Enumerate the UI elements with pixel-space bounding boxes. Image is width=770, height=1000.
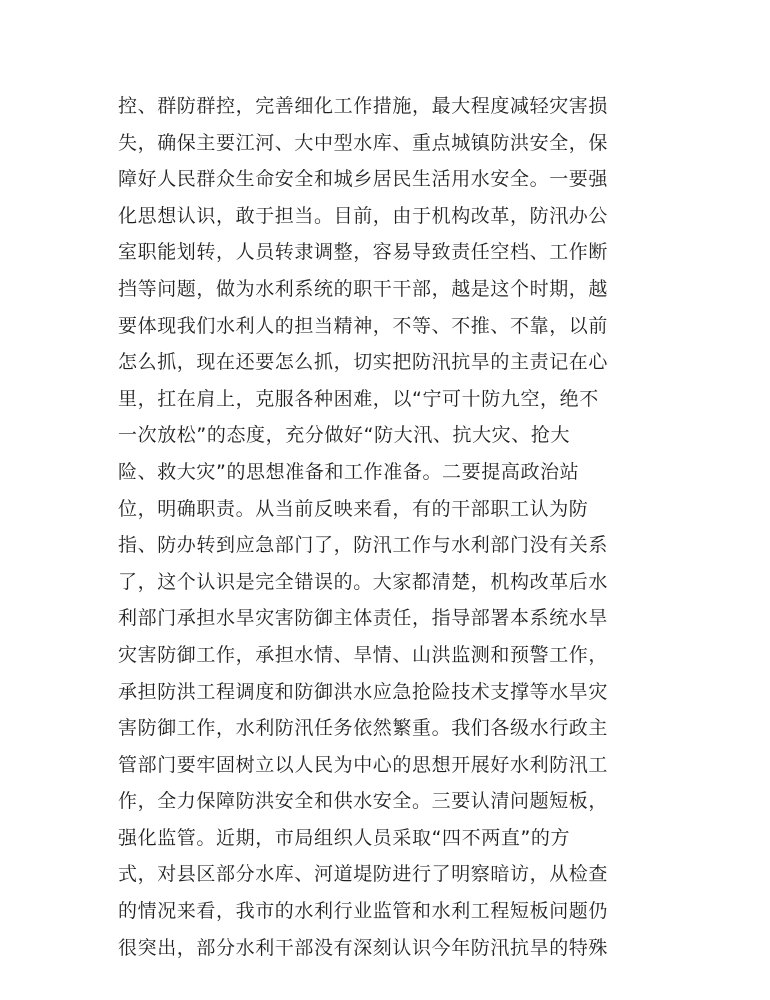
text-line-23: 的情况来看，我市的水利行业监管和水利工程短板问题仍 [118,900,609,923]
text-line-5: 室职能划转，人员转隶调整，容易导致责任空档、工作断 [118,241,609,264]
text-line-20: 作，全力保障防洪安全和供水安全。三要认清问题短板， [118,790,609,813]
text-line-12: 位，明确职责。从当前反映来看，有的干部职工认为防 [118,497,589,520]
text-line-9: 里，扛在肩上，克服各种困难，以“宁可十防九空，绝不 [118,387,599,410]
text-line-19: 管部门要牢固树立以人民为中心的思想开展好水利防汛工 [118,753,609,776]
text-line-16: 灾害防御工作，承担水情、旱情、山洪监测和预警工作， [118,643,609,666]
text-line-22: 式，对县区部分水库、河道堤防进行了明察暗访，从检查 [118,863,609,886]
text-line-17: 承担防洪工程调度和防御洪水应急抢险技术支撑等水旱灾 [118,680,609,703]
text-line-13: 指、防办转到应急部门了，防汛工作与水利部门没有关系 [118,534,609,557]
text-line-1: 控、群防群控，完善细化工作措施，最大程度减轻灾害损 [118,95,609,117]
text-line-15: 利部门承担水旱灾害防御主体责任，指导部署本系统水旱 [118,607,609,630]
text-line-2: 失，确保主要江河、大中型水库、重点城镇防洪安全，保 [118,131,609,154]
text-line-14: 了，这个认识是完全错误的。大家都清楚，机构改革后水 [118,570,609,593]
text-line-8: 怎么抓，现在还要怎么抓，切实把防汛抗旱的主责记在心 [118,351,609,374]
body-text [118,88,638,966]
text-line-10: 一次放松”的态度，充分做好“防大汛、抗大灾、抢大 [118,424,571,447]
text-line-3: 障好人民群众生命安全和城乡居民生活用水安全。一要强 [118,168,609,191]
text-line-24: 很突出，部分水利干部没有深刻认识今年防汛抗旱的特殊 [118,936,609,959]
text-line-6: 挡等问题，做为水利系统的职干干部，越是这个时期，越 [118,277,609,300]
text-line-4: 化思想认识，敢于担当。目前，由于机构改革，防汛办公 [118,204,609,227]
text-line-18: 害防御工作，水利防汛任务依然繁重。我们各级水行政主 [118,717,609,740]
text-line-7: 要体现我们水利人的担当精神，不等、不推、不靠，以前 [118,314,609,337]
text-line-21: 强化监管。近期，市局组织人员采取“四不两直”的方 [118,826,571,849]
text-line-11: 险、救大灾”的思想准备和工作准备。二要提高政治站 [118,460,580,483]
